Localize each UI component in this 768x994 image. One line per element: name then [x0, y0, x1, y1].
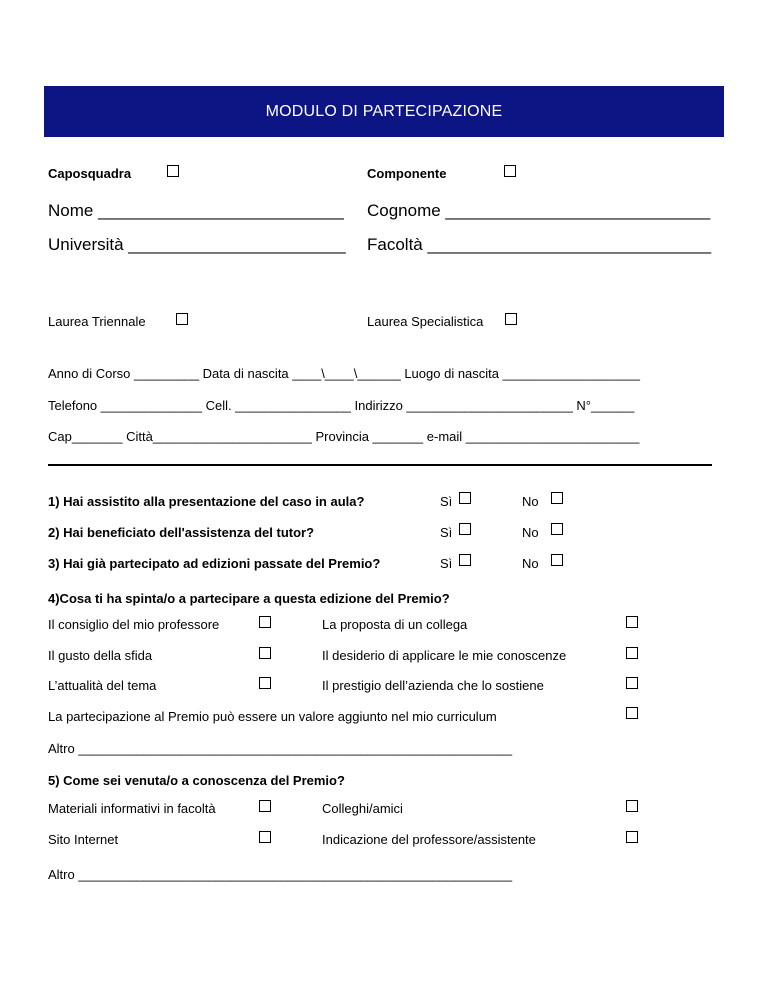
q4-option-checkbox[interactable]	[626, 677, 638, 689]
question-1-yes-checkbox[interactable]	[459, 492, 471, 504]
details-row-telefono-indirizzo[interactable]: Telefono ______________ Cell. ________________ Indirizzo _______________________ N°______	[48, 398, 635, 413]
q4-option-checkbox[interactable]	[626, 707, 638, 719]
question-1-yes-label: Sì	[440, 494, 453, 509]
q4-option-label: Il gusto della sfida	[48, 648, 153, 663]
form-title: MODULO DI PARTECIPAZIONE	[265, 102, 503, 120]
q4-option-label: Il consiglio del mio professore	[48, 617, 220, 632]
q4-option-checkbox[interactable]	[259, 677, 271, 689]
componente-label: Componente	[367, 166, 447, 181]
question-2-no-label: No	[522, 525, 539, 540]
q5-option-checkbox[interactable]	[626, 800, 638, 812]
laurea-specialistica-label: Laurea Specialistica	[367, 314, 484, 329]
componente-checkbox[interactable]	[504, 165, 516, 177]
q4-other-field[interactable]: Altro ____________________________________________________________	[48, 741, 513, 756]
question-3-yes-checkbox[interactable]	[459, 554, 471, 566]
question-3-yes-label: Sì	[440, 556, 453, 571]
laurea-specialistica-checkbox[interactable]	[505, 313, 517, 325]
nome-field[interactable]: Nome __________________________	[48, 201, 344, 220]
question-3-text: 3) Hai già partecipato ad edizioni passate del Premio?	[48, 556, 381, 571]
question-3-no-checkbox[interactable]	[551, 554, 563, 566]
form-title-bar	[44, 86, 724, 137]
q4-option-checkbox[interactable]	[259, 616, 271, 628]
q5-option-label: Colleghi/amici	[322, 801, 403, 816]
q5-other-field[interactable]: Altro ____________________________________________________________	[48, 867, 513, 882]
q4-option-checkbox[interactable]	[259, 647, 271, 659]
cognome-field[interactable]: Cognome ____________________________	[367, 201, 711, 220]
question-5-title: 5) Come sei venuta/o a conoscenza del Premio?	[48, 773, 345, 788]
facolta-field[interactable]: Facoltà ______________________________	[367, 235, 712, 254]
question-3-no-label: No	[522, 556, 539, 571]
question-1-no-label: No	[522, 494, 539, 509]
q4-option-label: La proposta di un collega	[322, 617, 468, 632]
question-2-text: 2) Hai beneficiato dell'assistenza del tutor?	[48, 525, 315, 540]
q4-option-label: L’attualità del tema	[48, 678, 157, 693]
laurea-triennale-label: Laurea Triennale	[48, 314, 146, 329]
q5-option-label: Sito Internet	[48, 832, 119, 847]
question-1-text: 1) Hai assistito alla presentazione del caso in aula?	[48, 494, 365, 509]
q4-option-checkbox[interactable]	[626, 647, 638, 659]
question-2-yes-checkbox[interactable]	[459, 523, 471, 535]
q5-option-checkbox[interactable]	[259, 800, 271, 812]
question-2-yes-label: Sì	[440, 525, 453, 540]
laurea-triennale-checkbox[interactable]	[176, 313, 188, 325]
q4-option-checkbox[interactable]	[626, 616, 638, 628]
section-divider	[48, 464, 712, 466]
q4-option-label: La partecipazione al Premio può essere un valore aggiunto nel mio curriculum	[48, 709, 497, 724]
question-1-no-checkbox[interactable]	[551, 492, 563, 504]
q5-option-label: Indicazione del professore/assistente	[322, 832, 536, 847]
details-row-anno-data-luogo[interactable]: Anno di Corso _________ Data di nascita ____\____\______ Luogo di nascita ___________________	[48, 366, 640, 381]
q4-option-label: Il prestigio dell’azienda che lo sostiene	[322, 678, 544, 693]
caposquadra-label: Caposquadra	[48, 166, 132, 181]
question-4-title: 4)Cosa ti ha spinta/o a partecipare a questa edizione del Premio?	[48, 591, 450, 606]
q5-option-checkbox[interactable]	[259, 831, 271, 843]
caposquadra-checkbox[interactable]	[167, 165, 179, 177]
q5-option-checkbox[interactable]	[626, 831, 638, 843]
q4-option-label: Il desiderio di applicare le mie conoscenze	[322, 648, 567, 663]
universita-field[interactable]: Università _______________________	[48, 235, 346, 254]
details-row-cap-email[interactable]: Cap_______ Città______________________ Provincia _______ e-mail ________________________	[48, 429, 640, 444]
question-2-no-checkbox[interactable]	[551, 523, 563, 535]
q5-option-label: Materiali informativi in facoltà	[48, 801, 216, 816]
